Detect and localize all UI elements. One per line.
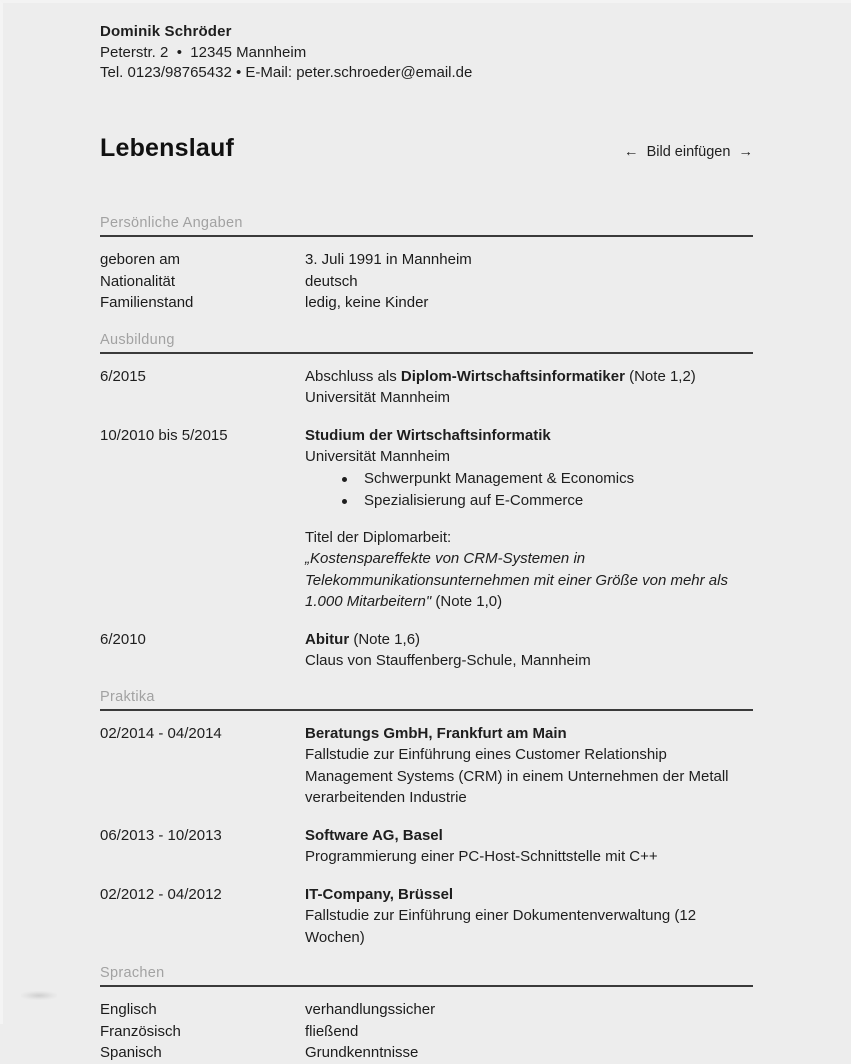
section-heading-languages: Sprachen [100, 965, 753, 987]
education-entry [100, 629, 753, 672]
entry-date: 10/2010 bis 5/2015 [100, 426, 228, 444]
section-internships [100, 689, 753, 949]
thesis-label: Titel der Diplomarbeit: [305, 528, 452, 546]
section-languages [100, 965, 753, 1064]
education-bullet-list [305, 468, 753, 512]
internship-entry [100, 723, 753, 809]
section-body-languages [100, 987, 753, 1064]
personal-label: geboren am [100, 251, 181, 268]
personal-label: Familienstand [100, 294, 194, 311]
language-name: Englisch [100, 1001, 157, 1018]
section-body-education [100, 354, 753, 672]
entry-date: 06/2013 - 10/2013 [100, 826, 222, 844]
section-heading-education: Ausbildung [100, 332, 753, 354]
language-name: Französisch [100, 1022, 181, 1040]
section-personal [100, 215, 753, 314]
entry-institution: Universität Mannheim [305, 448, 451, 465]
contact-header [100, 22, 472, 84]
title-row [100, 134, 753, 163]
personal-value: deutsch [305, 272, 358, 290]
entry-description: Programmierung einer PC-Host-Schnittstelle mit C++ [305, 848, 658, 865]
entry-title: Software AG, Basel [305, 826, 443, 844]
entry-body [305, 884, 753, 949]
entry-body [305, 723, 753, 809]
entry-body [305, 825, 753, 868]
internship-entry [100, 825, 753, 868]
list-item [100, 271, 753, 293]
language-level: Grundkenntnisse [305, 1044, 419, 1061]
section-heading-personal: Persönliche Angaben [100, 215, 753, 237]
entry-description: Fallstudie zur Einführung einer Dokumentenverwaltung (12 Wochen) [305, 907, 697, 946]
entry-title: Beratungs GmbH, Frankfurt am Main [305, 724, 567, 742]
entry-date: 02/2014 - 04/2014 [100, 724, 222, 742]
degree-name: Diplom-Wirtschaftsinformatiker [400, 367, 625, 385]
list-item: Spezialisierung auf E-Commerce [340, 490, 753, 512]
personal-label: Nationalität [100, 272, 176, 290]
entry-date: 6/2015 [100, 367, 146, 385]
entry-grade: (Note 1,6) [349, 630, 421, 648]
degree-prefix: Abschluss als [305, 367, 401, 385]
language-level: verhandlungssicher [305, 1001, 436, 1018]
personal-value: 3. Juli 1991 in Mannheim [305, 251, 472, 268]
internship-entry [100, 884, 753, 949]
entry-title: Abitur [305, 630, 350, 648]
entry-body [305, 629, 753, 672]
list-item [100, 292, 753, 314]
section-heading-internships: Praktika [100, 689, 753, 711]
applicant-address: Peterstr. 2 • 12345 Mannheim [100, 43, 307, 61]
applicant-name: Dominik Schröder [100, 23, 232, 40]
section-body-internships [100, 711, 753, 949]
thesis-block [305, 527, 753, 613]
section-body-personal [100, 237, 753, 314]
entry-institution: Universität Mannheim [305, 389, 451, 406]
entry-body [305, 425, 753, 613]
thesis-title: „Kostenspareffekte von CRM-Systemen in Telekommunikationsunternehmen mit einer Größe von mehr als 1.000 Mitarbeitern" [305, 550, 728, 610]
entry-institution: Claus von Stauffenberg-Schule, Mannheim [305, 652, 591, 669]
scan-artifact [21, 991, 57, 1000]
list-item: Schwerpunkt Management & Economics [340, 468, 753, 490]
personal-value: ledig, keine Kinder [305, 294, 429, 311]
applicant-contact-line: Tel. 0123/98765432 • E-Mail: peter.schroeder@email.de [100, 64, 473, 81]
entry-title-line [305, 366, 753, 388]
entry-title: Studium der Wirtschaftsinformatik [305, 426, 551, 444]
degree-grade: (Note 1,2) [624, 367, 696, 385]
language-level: fließend [305, 1022, 359, 1040]
list-item [100, 1042, 753, 1064]
entry-description: Fallstudie zur Einführung eines Customer Relationship Management Systems (CRM) in einem Unternehmen der Metall verarbeitenden Industrie [305, 746, 729, 806]
education-entry [100, 425, 753, 613]
entry-title: IT-Company, Brüssel [305, 885, 454, 903]
photo-placeholder-hint: ← Bild einfügen → [624, 144, 753, 160]
thesis-grade: (Note 1,0) [431, 593, 503, 610]
language-name: Spanisch [100, 1044, 162, 1061]
education-entry [100, 366, 753, 409]
entry-body [305, 366, 753, 409]
cv-sections [100, 215, 753, 1064]
page-title: Lebenslauf [100, 134, 234, 162]
section-education [100, 332, 753, 672]
entry-date: 6/2010 [100, 630, 146, 648]
list-item [100, 249, 753, 271]
entry-date: 02/2012 - 04/2012 [100, 885, 222, 903]
list-item [100, 999, 753, 1021]
